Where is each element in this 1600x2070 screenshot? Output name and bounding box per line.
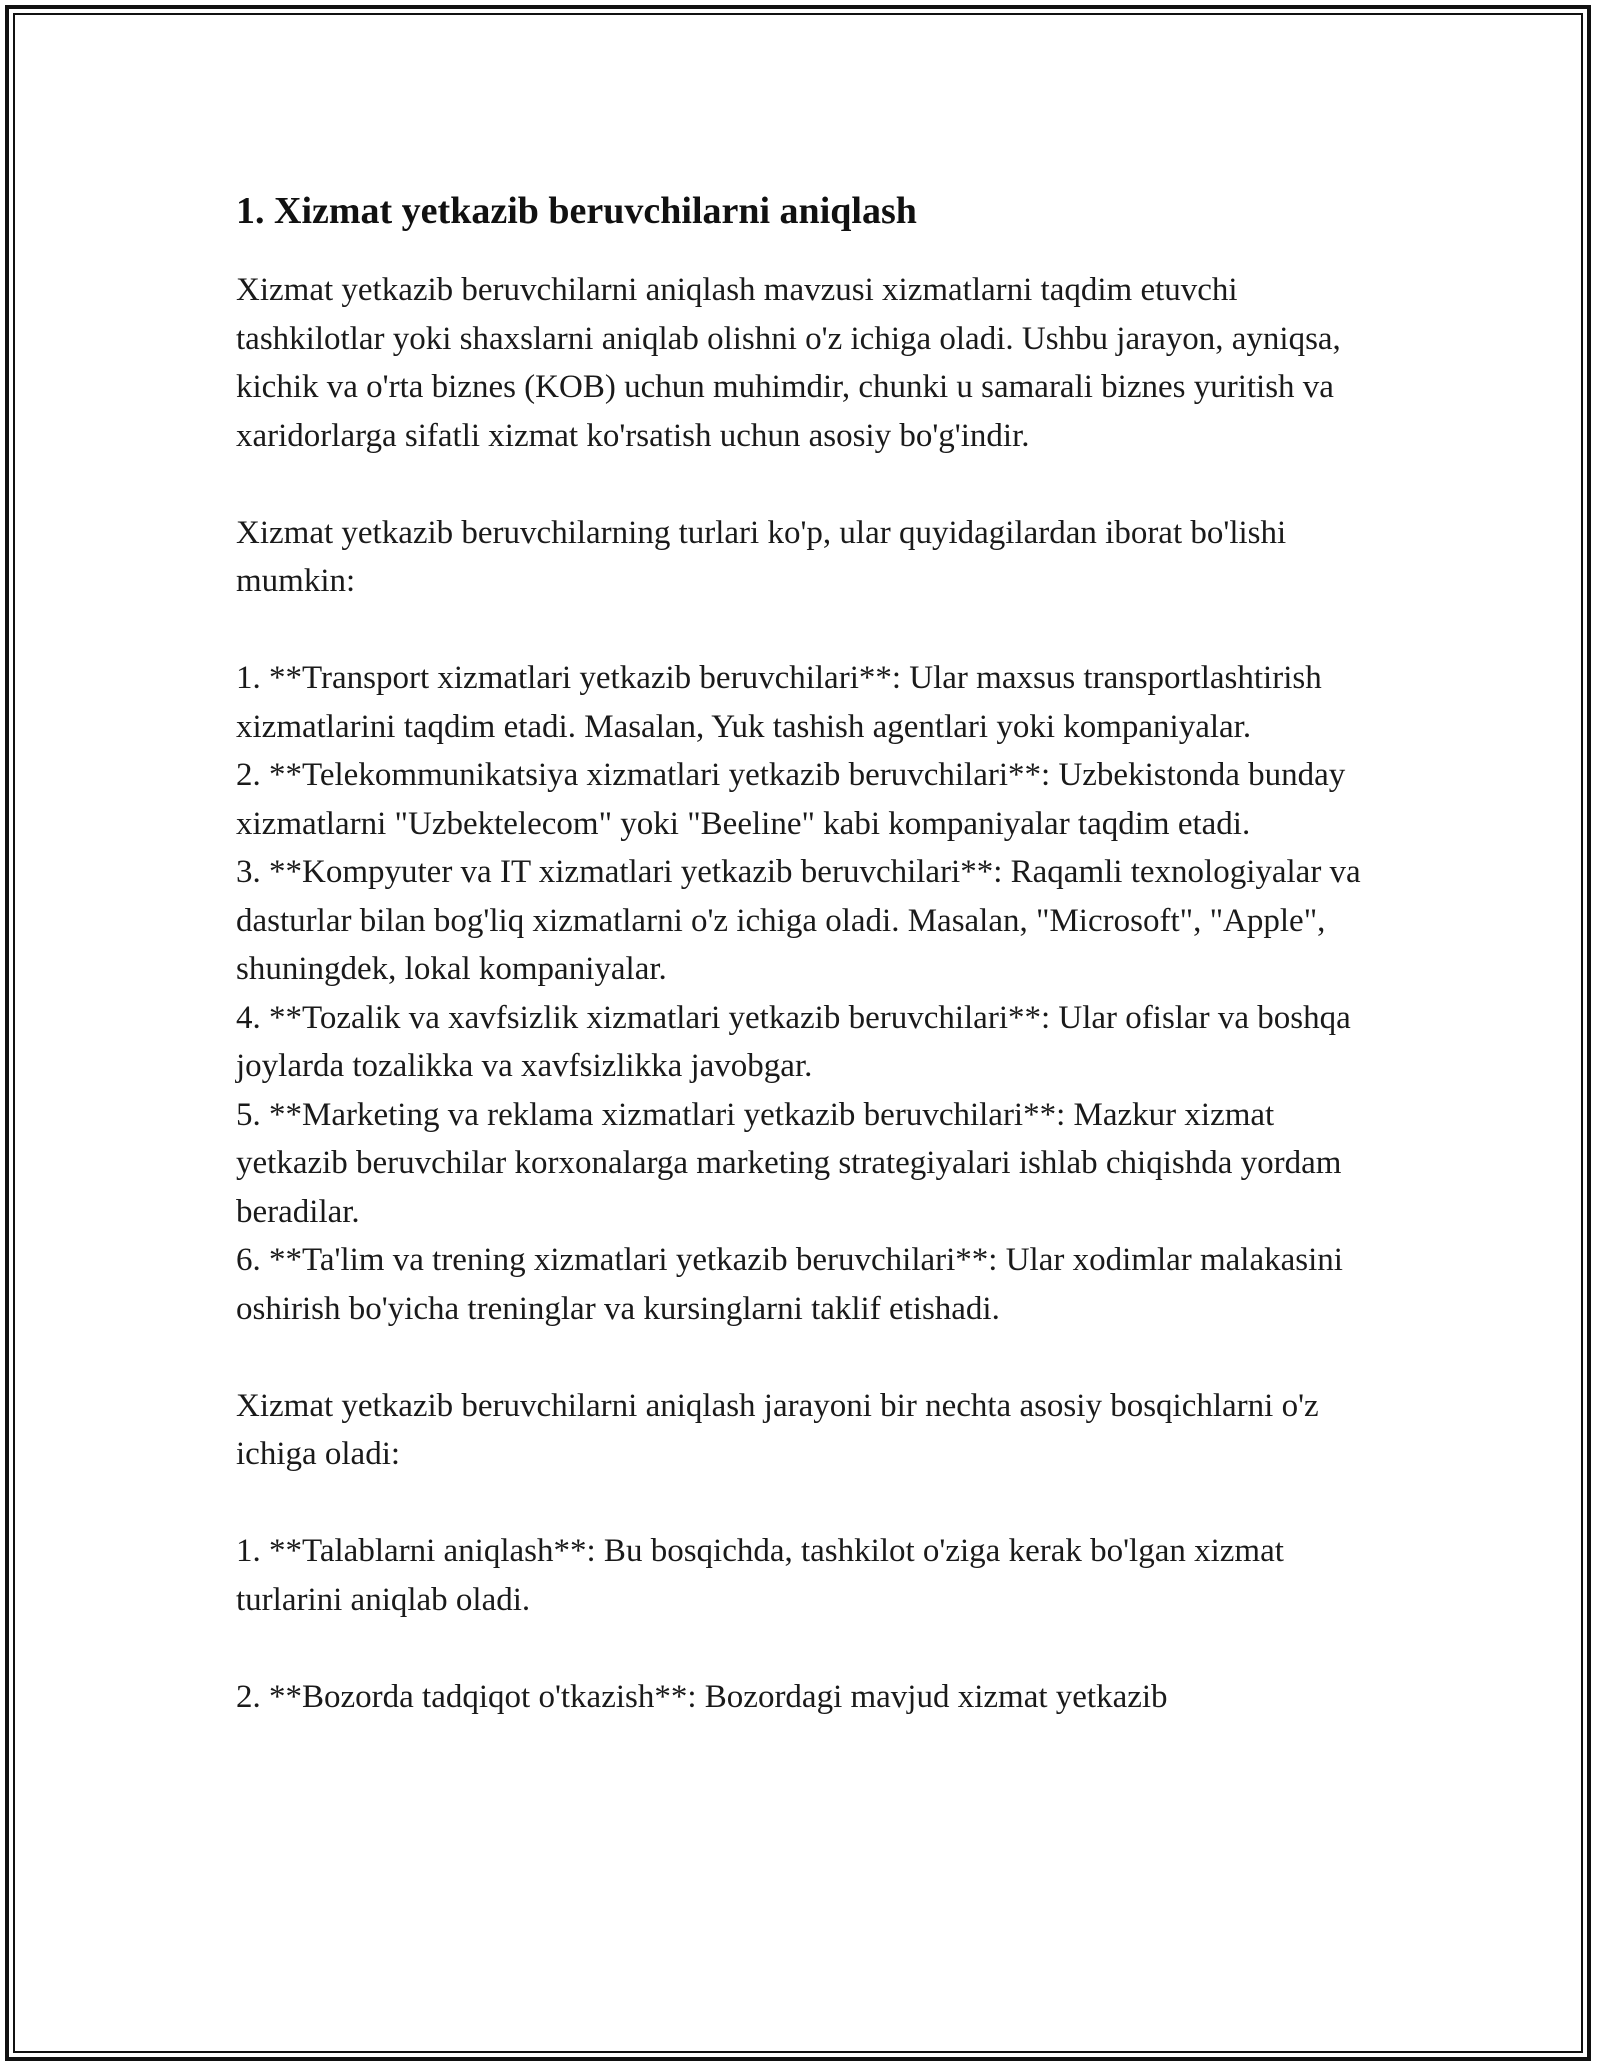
- paragraph-gap: [236, 1333, 1376, 1382]
- intro-paragraph: Xizmat yetkazib beruvchilarni aniqlash mavzusi xizmatlarni taqdim etuvchi tashkilotlar yoki shaxslarni aniqlab olishni o'z ichiga oladi. Ushbu jarayon, ayniqsa, kichik va o'rta biznes (KOB) uchun muhimdir, chunki u samarali biznes yuritish va xaridorlarga sifatli xizmat ko'rsatish uchun asosiy bo'g'indir.: [236, 272, 1341, 454]
- types-list: 1. **Transport xizmatlari yetkazib beruvchilari**: Ular maxsus transportlashtirish xizmatlarini taqdim etadi. Masalan, Yuk tashish agentlari yoki kompaniyalar. 2. **Telekommunikatsiya xizmatlari yetkazib beruvchilari**: Uzbekistonda bunday xizmatlarni "Uzbektelecom" yoki "Beeline" kabi kompaniyalar taqdim etadi. 3. **Kompyuter va IT xizmatlari yetkazib beruvchilari**: Raqamli texnologiyalar va dasturlar bilan bog'liq xizmatlarni o'z ichiga oladi. Masalan, "Microsoft", "Apple", shuningdek, lokal kompaniyalar. 4. **Tozalik va xavfsizlik xizmatlari yetkazib beruvchilari**: Ular ofislar va boshqa joylarda tozalikka va xavfsizlikka javobgar. 5. **Marketing va reklama xizmatlari yetkazib beruvchilari**: Mazkur xizmat yetkazib beruvchilar korxonalarga marketing strategiyalari ishlab chiqishda yordam beradilar. 6. **Ta'lim va trening xizmatlari yetkazib beruvchilari**: Ular xodimlar malakasini oshirish bo'yicha treninglar va kursinglarni taklif etishadi.: [236, 660, 1361, 1327]
- document-body: [236, 186, 1376, 1721]
- process-step-1: 1. **Talablarni aniqlash**: Bu bosqichda, tashkilot o'ziga kerak bo'lgan xizmat turlarini aniqlab oladi.: [236, 1533, 1284, 1618]
- process-intro-paragraph: Xizmat yetkazib beruvchilarni aniqlash jarayoni bir nechta asosiy bosqichlarni o'z ichiga oladi:: [236, 1387, 1319, 1472]
- paragraph-gap: [236, 606, 1376, 655]
- section-heading: 1. Xizmat yetkazib beruvchilarni aniqlash: [236, 190, 917, 232]
- paragraph-gap: [236, 1479, 1376, 1528]
- paragraph-gap: [236, 1624, 1376, 1673]
- process-step-2: 2. **Bozorda tadqiqot o'tkazish**: Bozordagi mavjud xizmat yetkazib: [236, 1678, 1168, 1715]
- types-intro-paragraph: Xizmat yetkazib beruvchilarning turlari ko'p, ular quyidagilardan iborat bo'lishi mumkin:: [236, 514, 1287, 599]
- paragraph-gap: [236, 460, 1376, 509]
